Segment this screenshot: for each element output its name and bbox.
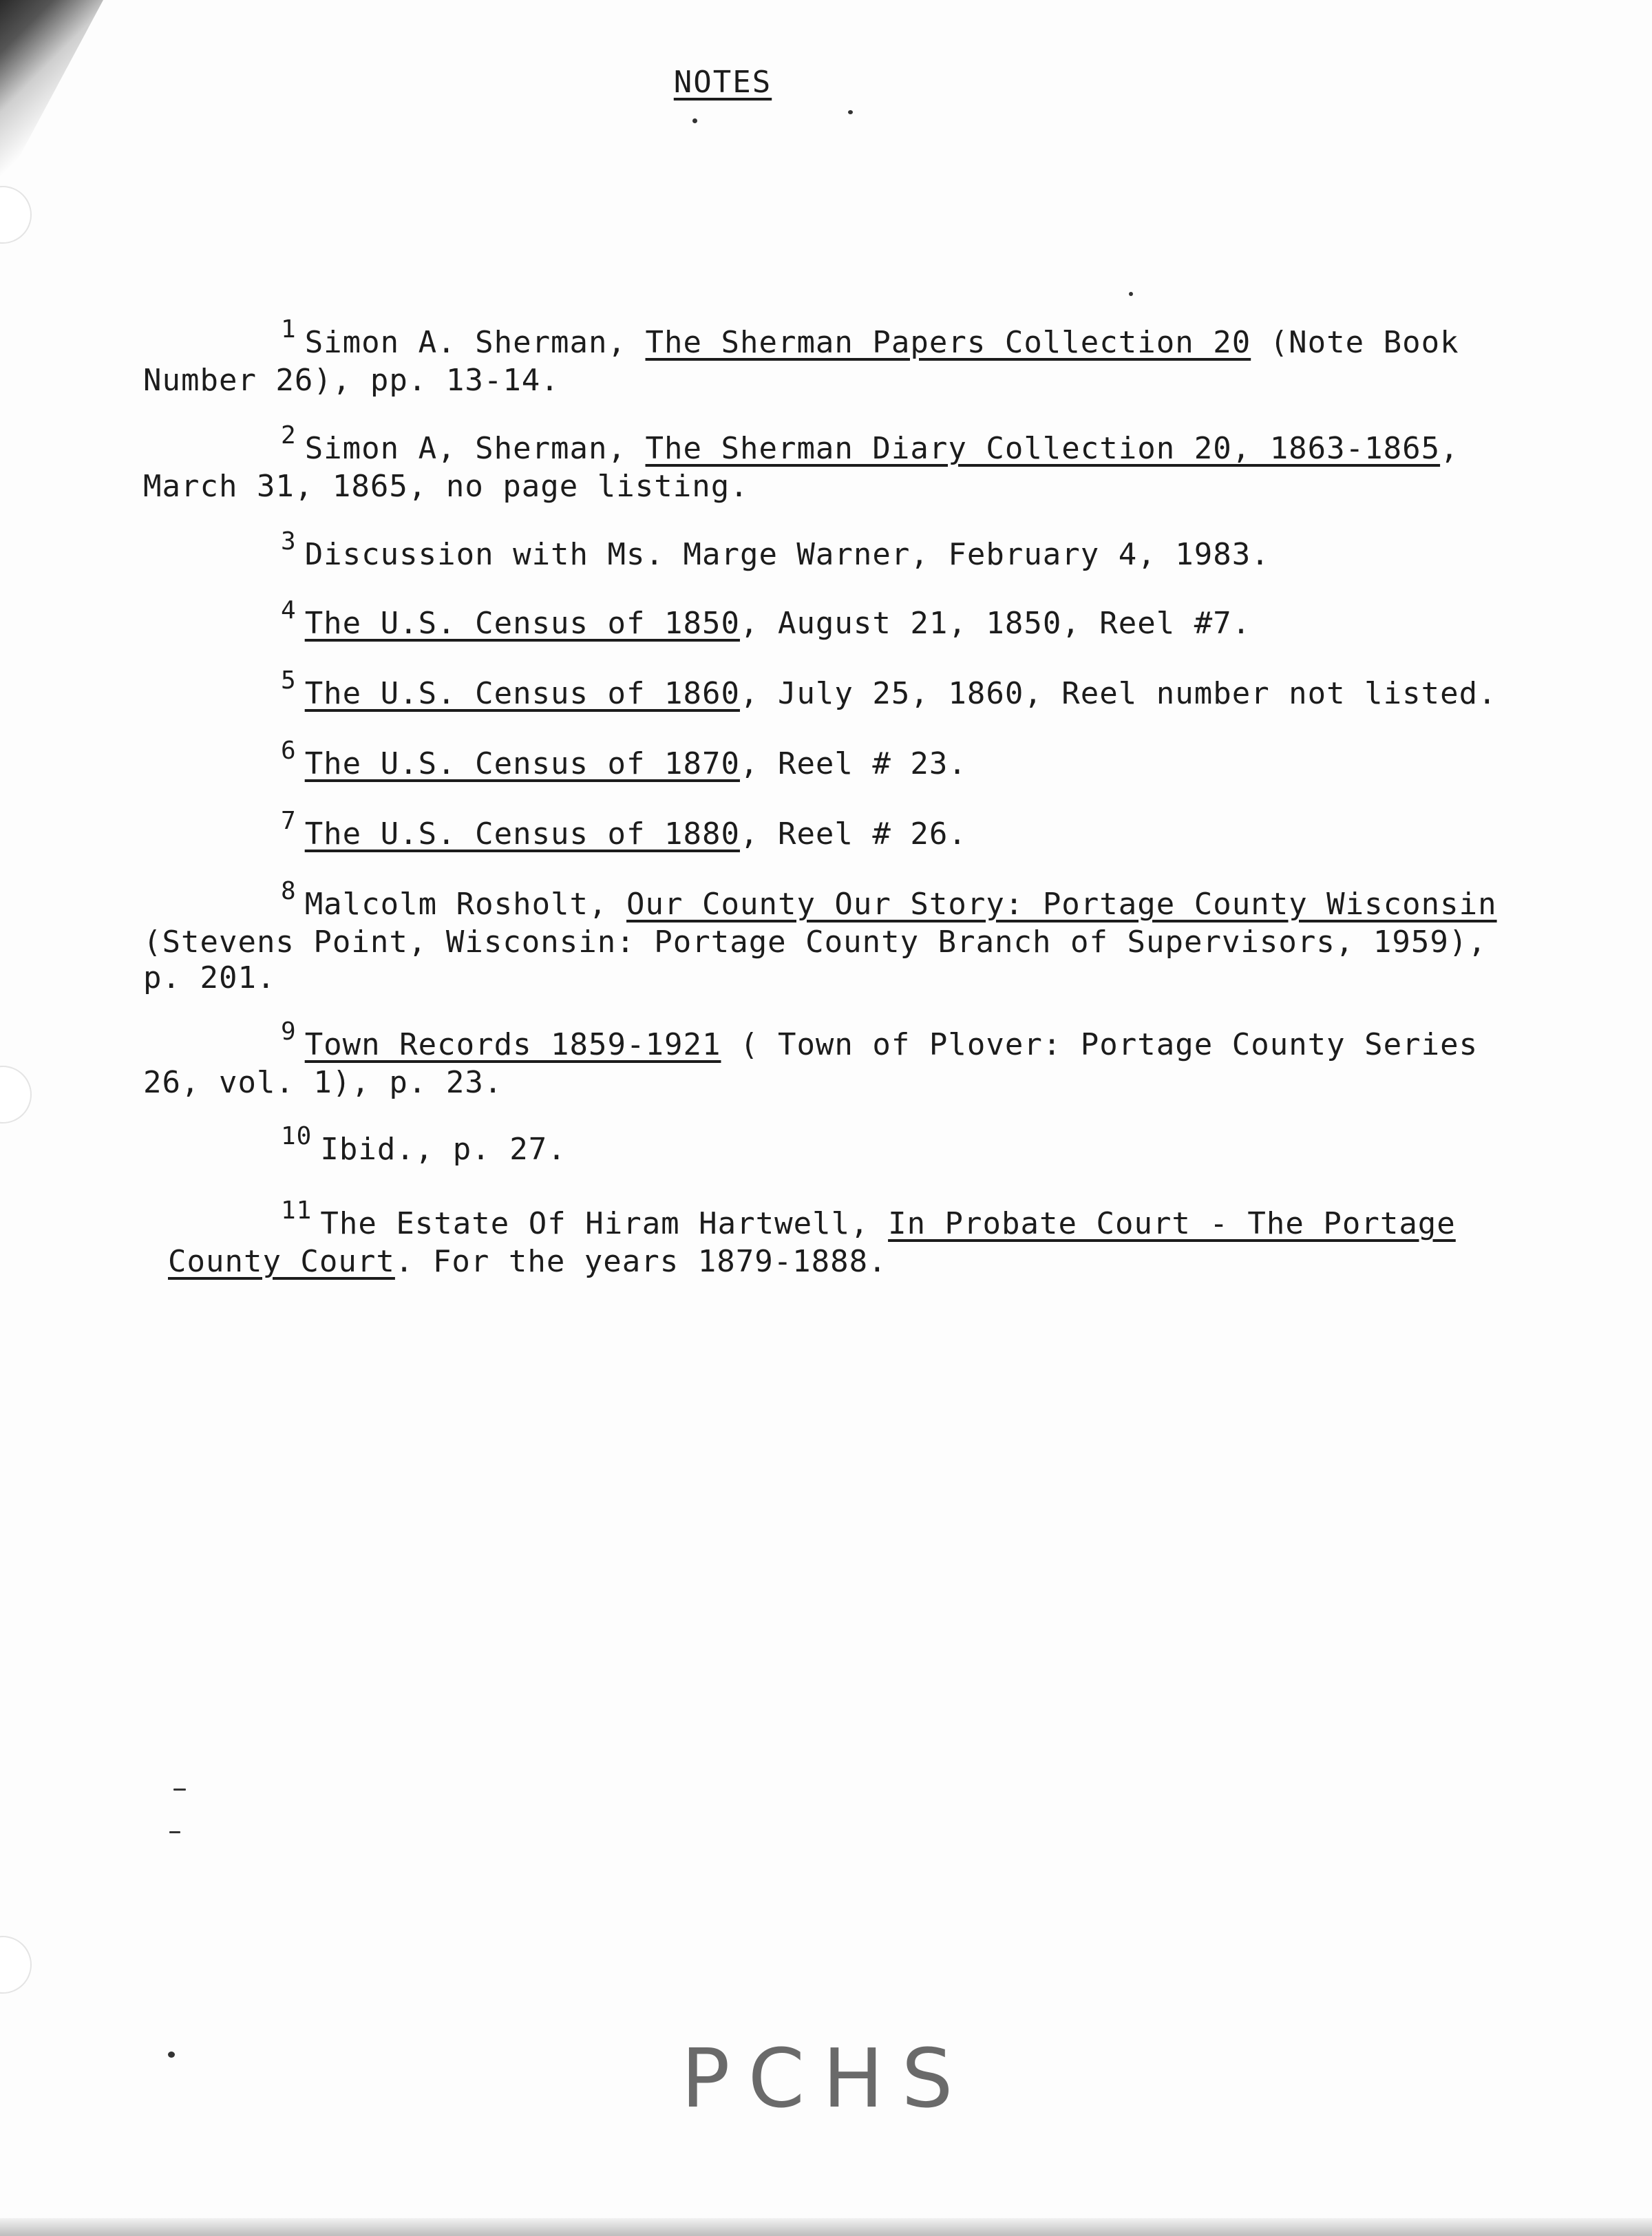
note-citation-title: The U.S. Census of 1860 (304, 676, 740, 711)
note-citation-title: In Probate Court - The Portage (888, 1206, 1456, 1241)
note-citation-title: The Sherman Papers Collection 20 (645, 325, 1251, 360)
note-text: Discussion with Ms. Marge Warner, February 4, 1983. (304, 537, 1270, 572)
note-text-continued: March 31, 1865, no page listing. (143, 469, 749, 504)
note-number: 6 (281, 737, 297, 765)
note-1 (143, 315, 1644, 399)
speck (1129, 292, 1133, 296)
note-text: , August 21, 1850, Reel #7. (739, 606, 1251, 641)
note-6 (143, 737, 1644, 784)
note-citation-title: Our County Our Story: Portage County Wisconsin (626, 887, 1497, 922)
speck (173, 1789, 186, 1791)
note-text-continued: (Stevens Point, Wisconsin: Portage County Branch of Supervisors, 1959), (143, 925, 1487, 960)
note-citation-title: The U.S. Census of 1850 (304, 606, 740, 641)
note-text: , July 25, 1860, Reel number not listed. (739, 676, 1497, 711)
note-11 (143, 1196, 1644, 1280)
note-citation-title: Town Records 1859-1921 (304, 1027, 721, 1062)
punch-hole (0, 1936, 32, 1994)
note-number: 8 (281, 877, 297, 905)
note-text-continued: . For the years 1879-1888. (394, 1244, 887, 1279)
note-number: 3 (281, 527, 297, 556)
note-4 (143, 596, 1644, 644)
note-text: ( Town of Plover: Portage County Series (721, 1027, 1479, 1062)
note-text: , (1440, 431, 1459, 466)
note-8 (143, 877, 1644, 996)
note-2 (143, 421, 1644, 505)
note-5 (143, 666, 1644, 714)
note-text: Simon A. Sherman, (304, 325, 646, 360)
note-7 (143, 807, 1644, 854)
note-number: 7 (281, 807, 297, 835)
note-text: The Estate Of Hiram Hartwell, (320, 1206, 889, 1241)
note-number: 10 (281, 1122, 313, 1150)
note-citation-title: The Sherman Diary Collection 20, 1863-1865 (645, 431, 1441, 466)
note-9 (143, 1017, 1644, 1101)
note-number: 11 (281, 1196, 313, 1225)
speck (169, 1831, 180, 1833)
note-citation-title: County Court (168, 1244, 395, 1279)
note-text-continued: 26, vol. 1), p. 23. (143, 1065, 503, 1100)
note-3 (143, 527, 1644, 575)
note-citation-title: The U.S. Census of 1880 (304, 816, 740, 852)
note-text: Malcolm Rosholt, (304, 887, 627, 922)
note-number: 1 (281, 315, 297, 344)
note-number: 2 (281, 421, 297, 450)
note-text: , Reel # 26. (739, 816, 967, 852)
note-text: (Note Book (1251, 325, 1459, 360)
speck (692, 118, 697, 123)
speck (848, 110, 853, 114)
note-text: , Reel # 23. (739, 746, 967, 781)
note-number: 5 (281, 666, 297, 695)
note-10 (143, 1122, 1644, 1170)
note-text: Ibid., p. 27. (320, 1132, 566, 1167)
punch-hole (0, 186, 32, 244)
note-text-continued: Number 26), pp. 13-14. (143, 363, 560, 398)
note-text: Simon A, Sherman, (304, 431, 646, 466)
punch-hole (0, 1066, 32, 1124)
note-citation-title: The U.S. Census of 1870 (304, 746, 740, 781)
note-number: 4 (281, 596, 297, 624)
note-text-continued: p. 201. (143, 960, 276, 995)
scan-bottom-edge (0, 2218, 1652, 2236)
watermark: PCHS (681, 2031, 971, 2126)
page-title: NOTES (673, 65, 772, 100)
note-number: 9 (281, 1017, 297, 1046)
